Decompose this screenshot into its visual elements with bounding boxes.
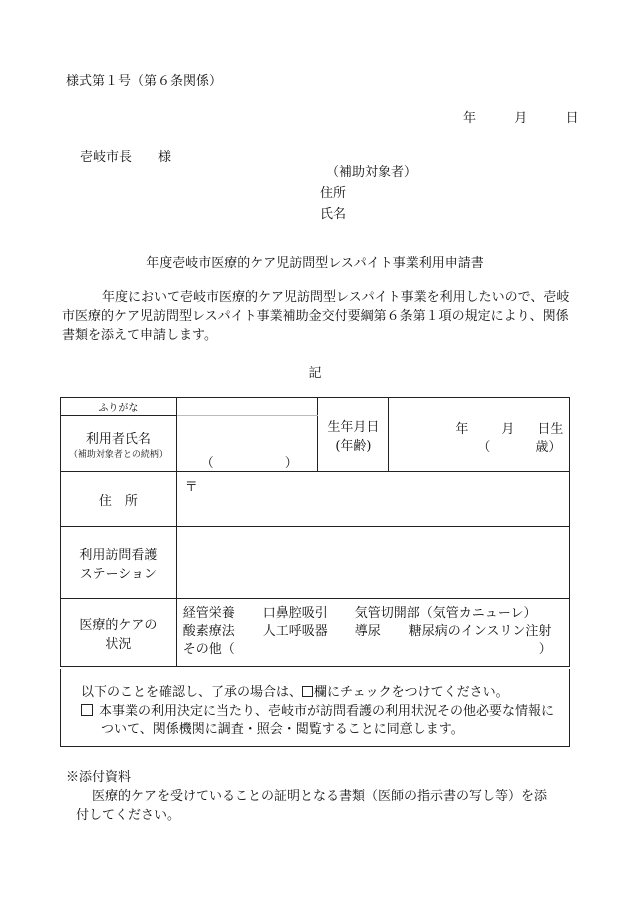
consent-item-line2: ついて、関係機関に調査・照会・閲覧することに同意します。 xyxy=(101,722,464,737)
consent-box xyxy=(60,669,570,747)
relation-note: （補助対象者との続柄） xyxy=(68,449,168,460)
care-item-tracheostomy[interactable]: 気管切開部（気管カニューレ） xyxy=(354,606,537,621)
document-title: 年度壱岐市医療的ケア児訪問型レスパイト事業利用申請書 xyxy=(146,256,484,271)
date-day: 日 xyxy=(565,111,579,126)
birth-label-cell xyxy=(318,398,389,472)
care-item-ventilator[interactable]: 人工呼吸器 xyxy=(262,624,328,639)
applicant-name-label: 氏名 xyxy=(320,207,347,222)
addressee: 壱岐市長 様 xyxy=(80,150,172,165)
furigana-label: ふりがな xyxy=(61,398,177,416)
care-other-close: ） xyxy=(538,642,552,657)
body-paragraph: 年度において壱岐市医療的ケア児訪問型レスパイト事業を利用したいので、壱岐市医療的ケア児訪問型レスパイト事業補助金交付要綱第６条第１項の規定により、関係書類を添えて申請します。 xyxy=(62,290,570,343)
relation-paren-open: （ xyxy=(200,456,214,471)
care-label-line2: 状況 xyxy=(105,636,132,652)
postal-mark: 〒 xyxy=(184,480,198,495)
care-item-suction[interactable]: 口鼻腔吸引 xyxy=(262,606,328,621)
body-text xyxy=(62,288,572,345)
form-number: 様式第１号（第６条関係） xyxy=(66,74,223,89)
station-label-cell xyxy=(61,527,177,599)
care-other-open: その他（ xyxy=(182,642,235,657)
birth-year: 年 xyxy=(455,422,469,437)
attachments-line2: 付してください。 xyxy=(76,808,181,823)
applicant-label: （補助対象者） xyxy=(326,165,418,180)
age-close: 歳） xyxy=(535,440,562,455)
address-field[interactable] xyxy=(176,472,569,527)
birth-date-field[interactable] xyxy=(389,398,570,472)
care-item-insulin[interactable]: 糖尿病のインスリン注射 xyxy=(408,624,552,639)
care-status-field[interactable] xyxy=(176,599,569,667)
consent-checkbox[interactable] xyxy=(81,704,93,716)
birth-month: 月 xyxy=(501,422,515,437)
consent-item xyxy=(81,700,554,719)
care-item-catheter[interactable]: 導尿 xyxy=(354,624,381,639)
age-open: （ xyxy=(477,440,491,455)
birth-day: 日生 xyxy=(537,422,564,437)
attachments-heading: ※添付資料 xyxy=(66,770,132,785)
application-table xyxy=(60,397,570,667)
attachments-block xyxy=(66,768,547,825)
attachments-line1: 医療的ケアを受けていることの証明となる書類（医師の指示書の写し等）を添 xyxy=(92,789,548,804)
consent-intro-text: 以下のことを確認し、了承の場合は、 xyxy=(81,685,303,700)
consent-intro xyxy=(81,681,509,700)
consent-intro-end: 欄にチェックをつけてください。 xyxy=(314,685,509,700)
care-label-cell xyxy=(61,599,177,667)
date-month: 月 xyxy=(514,111,528,126)
care-item-oxygen[interactable]: 酸素療法 xyxy=(182,624,235,639)
user-name-field[interactable] xyxy=(176,416,318,472)
station-field[interactable] xyxy=(176,527,569,599)
station-label-line2: ステーション xyxy=(79,566,158,582)
care-item-tube-feeding[interactable]: 経管栄養 xyxy=(182,606,235,621)
furigana-field[interactable] xyxy=(176,398,318,416)
relation-paren-close: ） xyxy=(284,456,298,471)
birth-label: 生年月日 xyxy=(327,419,380,435)
date-line xyxy=(463,107,579,126)
date-year: 年 xyxy=(463,111,477,126)
applicant-address-label: 住所 xyxy=(320,186,347,201)
checkbox-sample-icon xyxy=(302,686,313,697)
age-label: (年齢) xyxy=(335,438,372,454)
consent-item-line1: 本事業の利用決定に当たり、壱岐市が訪問看護の利用状況その他必要な情報に xyxy=(99,704,555,719)
ki-heading: 記 xyxy=(308,366,322,381)
address-label: 住 所 xyxy=(61,472,177,527)
user-name-label: 利用者氏名 xyxy=(85,431,151,447)
applicant-block xyxy=(320,162,417,225)
station-label-line1: 利用訪問看護 xyxy=(79,547,158,563)
user-name-label-cell xyxy=(61,416,177,472)
care-label-line1: 医療的ケアの xyxy=(79,617,158,633)
